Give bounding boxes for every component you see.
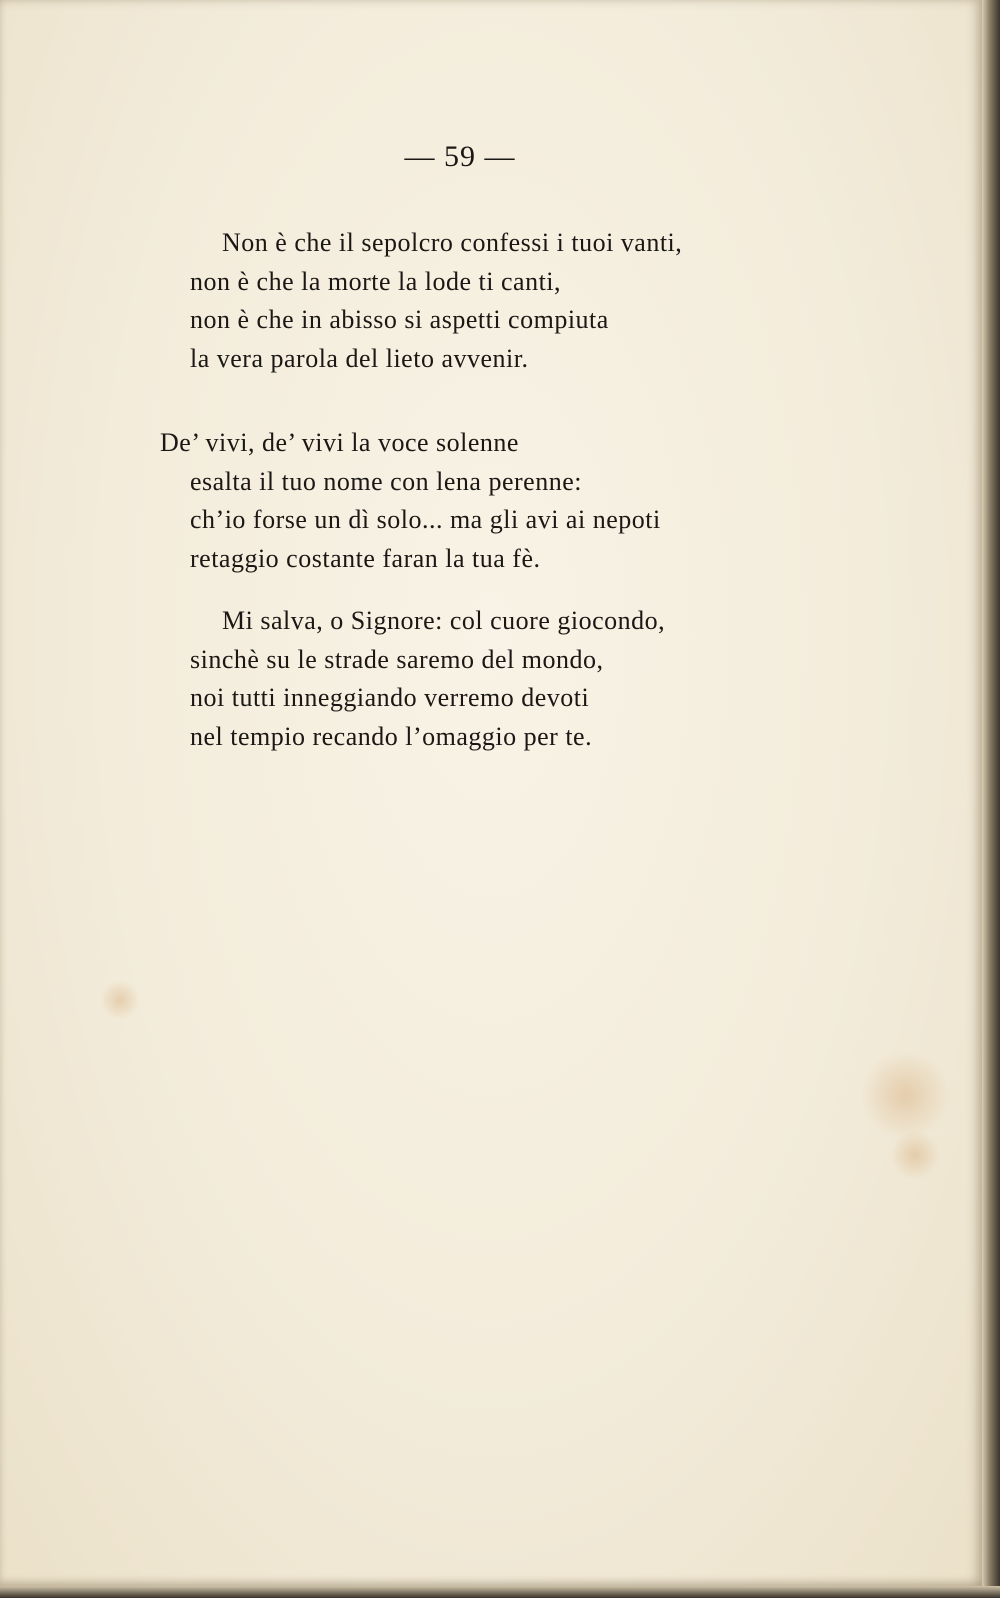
stanza-3 <box>160 602 665 756</box>
page-bottom-edge <box>0 1586 1000 1598</box>
verse-line: sinchè su le strade saremo del mondo, <box>190 644 604 674</box>
verse-line: De’ vivi, de’ vivi la voce solenne <box>160 428 519 457</box>
page-number: — 59 — <box>404 140 516 173</box>
verse-line: non è che in abisso si aspetti compiuta <box>190 305 609 334</box>
verse-line: nel tempio recando l’omaggio per te. <box>190 721 593 751</box>
verse-line: esalta il tuo nome con lena perenne: <box>190 466 582 496</box>
foxing-stain <box>860 1050 950 1140</box>
foxing-stain <box>890 1130 940 1180</box>
verse-line: la vera parola del lieto avvenir. <box>190 343 529 373</box>
stanza-2 <box>160 424 661 578</box>
foxing-stain <box>100 980 140 1020</box>
verse-line: Mi salva, o Signore: col cuore giocondo, <box>222 606 666 635</box>
stanza-1 <box>160 224 682 378</box>
verse-line: Non è che il sepolcro confessi i tuoi vanti, <box>222 228 683 257</box>
verse-line: ch’io forse un dì solo... ma gli avi ai nepoti <box>190 505 661 534</box>
verse-line: non è che la morte la lode ti canti, <box>190 266 562 296</box>
verse-line: retaggio costante faran la tua fè. <box>190 543 541 573</box>
verse-line: noi tutti inneggiando verremo devoti <box>190 683 590 712</box>
page-edge <box>982 0 1000 1598</box>
